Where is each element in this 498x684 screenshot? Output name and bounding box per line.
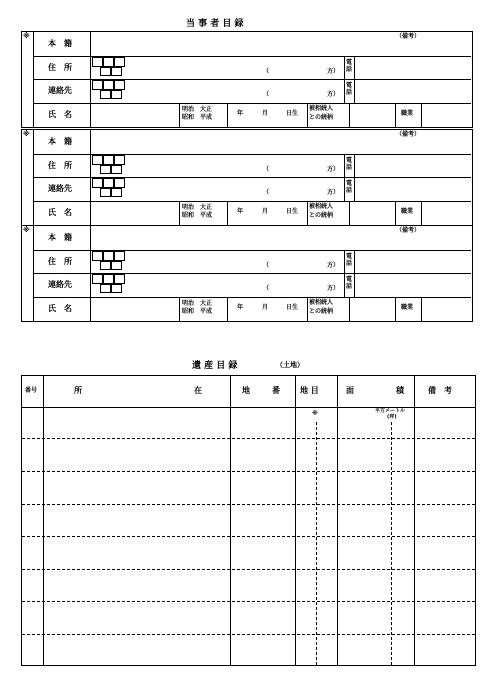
estate-row-divider <box>22 471 475 472</box>
tel-col-line <box>344 56 345 79</box>
tel-label: 電話 <box>346 180 353 195</box>
tel-col-line <box>354 56 355 79</box>
postal-code-box[interactable] <box>111 188 122 197</box>
tel-label: 電話 <box>346 59 353 74</box>
postal-code-box[interactable] <box>92 274 103 284</box>
name-row-col-line <box>179 201 180 225</box>
postal-code-box[interactable] <box>111 165 122 174</box>
occupation-label: 職業 <box>401 110 414 117</box>
estate-header-divider <box>22 407 475 408</box>
estate-area-unit: 平方メートル <box>375 408 406 414</box>
tel-col-line <box>354 273 355 297</box>
postal-code-box[interactable] <box>100 188 111 197</box>
address-paren-close: 方） <box>327 68 340 75</box>
name-row-col-line <box>307 297 308 321</box>
estate-row-divider <box>22 438 475 439</box>
address-paren-open: （ <box>263 68 270 75</box>
estate-list-subtitle: （土地） <box>276 361 304 369</box>
postal-code-box[interactable] <box>100 90 111 99</box>
name-row-col-line <box>227 201 228 225</box>
bikou-label: （備考） <box>396 33 421 40</box>
postal-code-box[interactable] <box>114 155 125 165</box>
name-row-col-line <box>227 103 228 127</box>
estate-header-location-b: 在 <box>194 386 202 395</box>
tel-col-line <box>344 177 345 201</box>
estate-col-line <box>43 376 44 665</box>
address-paren-close: 方） <box>327 285 340 292</box>
label-honseki: 本 籍 <box>48 137 72 146</box>
label-shimei: 氏 名 <box>48 304 72 313</box>
estate-header-location-a: 所 <box>74 386 82 395</box>
estate-header-lot-a: 地 <box>242 386 250 395</box>
name-row-col-line <box>421 201 422 225</box>
postal-code-box[interactable] <box>111 284 122 293</box>
postal-code-box[interactable] <box>114 251 125 261</box>
birth-day-label: 日生 <box>286 208 299 215</box>
estate-header-lot-b: 番 <box>272 386 280 395</box>
estate-header-area-a: 面 <box>346 386 354 395</box>
label-shimei: 氏 名 <box>48 110 72 119</box>
address-paren-close: 方） <box>327 166 340 173</box>
estate-area-unit-tsubo: (坪) <box>387 414 397 420</box>
postal-code-box[interactable] <box>111 261 122 270</box>
address-paren-open: （ <box>263 189 270 196</box>
birth-month-label: 月 <box>262 304 269 311</box>
estate-row-divider <box>22 634 475 635</box>
name-row-col-line <box>349 297 350 321</box>
tel-col-line <box>354 79 355 103</box>
estate-header-area-b: 積 <box>396 386 404 395</box>
birth-year-label: 年 <box>237 110 244 117</box>
tel-col-line <box>354 154 355 177</box>
era-bottom: 昭和 平成 <box>182 212 213 219</box>
estate-header-number: 番号 <box>25 387 38 394</box>
relation-bottom: との続柄 <box>309 308 334 315</box>
tel-label: 電話 <box>346 276 353 291</box>
estate-row-divider <box>22 569 475 570</box>
occupation-label: 職業 <box>401 304 414 311</box>
name-row-col-line <box>421 103 422 127</box>
era-top: 明治 大正 <box>182 300 213 307</box>
postal-code-box[interactable] <box>103 274 114 284</box>
estate-table <box>21 375 476 666</box>
name-row-col-line <box>307 201 308 225</box>
party-mark: ※ <box>23 226 30 234</box>
postal-code-box[interactable] <box>114 274 125 284</box>
estate-subcol-line <box>391 422 392 665</box>
name-row-col-line <box>395 103 396 127</box>
birth-day-label: 日生 <box>286 304 299 311</box>
name-row-col-line <box>307 103 308 127</box>
estate-subcol-line <box>316 422 317 665</box>
party-row-divider <box>33 103 471 104</box>
postal-code-box[interactable] <box>103 57 114 67</box>
tel-col-line <box>354 250 355 273</box>
postal-code-box[interactable] <box>92 178 103 188</box>
estate-row-divider <box>22 536 475 537</box>
relation-top: 被相続人 <box>309 203 334 210</box>
birth-day-label: 日生 <box>286 110 299 117</box>
estate-row-divider <box>22 504 475 505</box>
name-row-col-line <box>395 201 396 225</box>
relation-bottom: との続柄 <box>309 114 334 121</box>
tel-col-line <box>354 177 355 201</box>
bikou-label: （備考） <box>396 227 421 234</box>
postal-code-box[interactable] <box>103 155 114 165</box>
name-row-col-line <box>179 297 180 321</box>
relation-top: 被相続人 <box>309 299 334 306</box>
era-top: 明治 大正 <box>182 204 213 211</box>
estate-list-title: 遺 産 目 録 <box>192 361 238 371</box>
label-honseki: 本 籍 <box>48 39 72 48</box>
estate-col-line <box>295 376 296 665</box>
postal-code-box[interactable] <box>92 57 103 67</box>
tel-col-line <box>344 79 345 103</box>
postal-code-box[interactable] <box>100 165 111 174</box>
party-list-title: 当 事 者 目 録 <box>186 19 244 29</box>
address-paren-close: 方） <box>327 91 340 98</box>
postal-code-box[interactable] <box>100 284 111 293</box>
label-renraku: 連絡先 <box>48 184 72 193</box>
party-mark: ※ <box>23 32 30 40</box>
tel-label: 電話 <box>346 82 353 97</box>
postal-code-box[interactable] <box>92 80 103 90</box>
postal-code-box[interactable] <box>114 178 125 188</box>
birth-year-label: 年 <box>237 304 244 311</box>
era-bottom: 昭和 平成 <box>182 114 213 121</box>
name-row-col-line <box>421 297 422 321</box>
tel-label: 電話 <box>346 253 353 268</box>
postal-code-box[interactable] <box>114 80 125 90</box>
era-top: 明治 大正 <box>182 106 213 113</box>
tel-col-line <box>344 273 345 297</box>
postal-code-box[interactable] <box>103 251 114 261</box>
label-jusho: 住 所 <box>48 161 72 170</box>
bikou-label: （備考） <box>396 131 421 138</box>
name-row-col-line <box>227 297 228 321</box>
name-row-col-line <box>395 297 396 321</box>
label-renraku: 連絡先 <box>48 86 72 95</box>
estate-header-category: 地 目 <box>300 386 319 395</box>
label-jusho: 住 所 <box>48 63 72 72</box>
tel-col-line <box>344 154 345 177</box>
estate-row-divider <box>22 601 475 602</box>
address-paren-open: （ <box>263 262 270 269</box>
birth-year-label: 年 <box>237 208 244 215</box>
address-paren-close: 方） <box>327 189 340 196</box>
postal-code-box[interactable] <box>111 67 122 76</box>
label-shimei: 氏 名 <box>48 208 72 217</box>
era-bottom: 昭和 平成 <box>182 308 213 315</box>
birth-month-label: 月 <box>262 110 269 117</box>
estate-category-note: ※ <box>312 410 318 417</box>
birth-month-label: 月 <box>262 208 269 215</box>
address-paren-open: （ <box>263 91 270 98</box>
postal-code-box[interactable] <box>103 80 114 90</box>
address-paren-close: 方） <box>327 262 340 269</box>
name-row-col-line <box>179 103 180 127</box>
estate-col-line <box>337 376 338 665</box>
party-mark: ※ <box>23 130 30 138</box>
label-jusho: 住 所 <box>48 257 72 266</box>
occupation-label: 職業 <box>401 208 414 215</box>
estate-col-line <box>414 376 415 665</box>
tel-label: 電話 <box>346 157 353 172</box>
label-honseki: 本 籍 <box>48 233 72 242</box>
postal-code-box[interactable] <box>100 261 111 270</box>
relation-bottom: との続柄 <box>309 212 334 219</box>
postal-code-box[interactable] <box>92 251 103 261</box>
postal-code-box[interactable] <box>92 155 103 165</box>
party-row-divider <box>33 201 471 202</box>
estate-col-line <box>230 376 231 665</box>
address-paren-open: （ <box>263 166 270 173</box>
address-paren-open: （ <box>263 285 270 292</box>
postal-code-box[interactable] <box>103 178 114 188</box>
estate-header-remarks: 備 考 <box>428 386 452 395</box>
tel-col-line <box>344 250 345 273</box>
postal-code-box[interactable] <box>111 90 122 99</box>
name-row-col-line <box>349 201 350 225</box>
postal-code-box[interactable] <box>114 57 125 67</box>
party-row-divider <box>33 297 471 298</box>
label-renraku: 連絡先 <box>48 280 72 289</box>
relation-top: 被相続人 <box>309 105 334 112</box>
postal-code-box[interactable] <box>100 67 111 76</box>
name-row-col-line <box>349 103 350 127</box>
